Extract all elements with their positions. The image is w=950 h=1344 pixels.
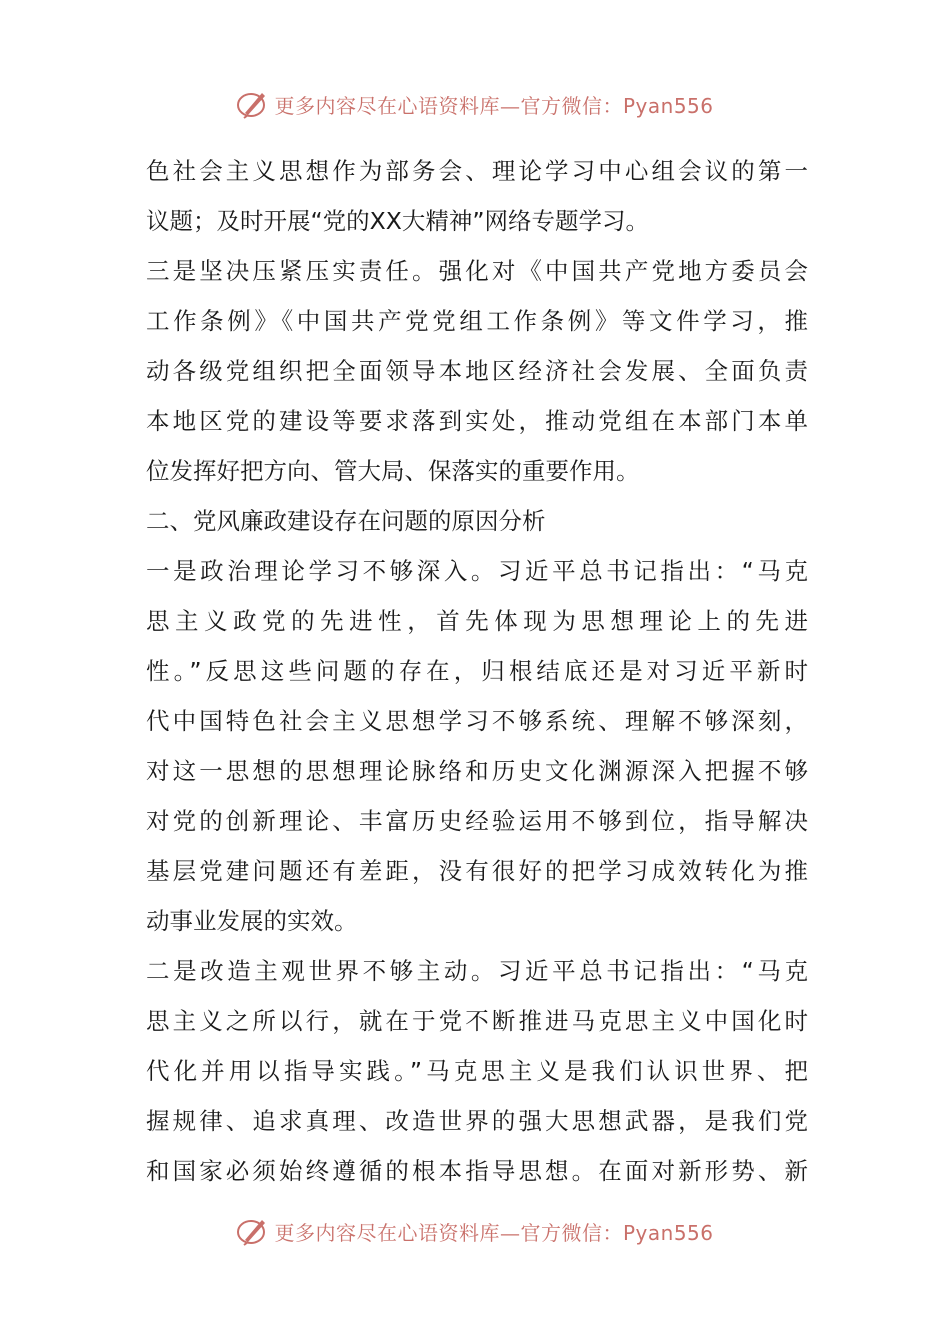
header-banner-cn: 更多内容尽在心语资料库—官方微信： (274, 93, 623, 118)
section-heading: 二、党风廉政建设存在问题的原因分析 (146, 507, 546, 535)
body-line: 握规律、追求真理、改造世界的强大思想武器，是我们党 (146, 1107, 808, 1135)
body-line: 代中国特色社会主义思想学习不够系统、理解不够深刻， (146, 707, 808, 735)
body-line: 性。”反思这些问题的存在，归根结底还是对习近平新时 (146, 657, 808, 685)
body-line: 动事业发展的实效。 (146, 907, 358, 935)
body-line: 和国家必须始终遵循的根本指导思想。在面对新形势、新 (146, 1157, 808, 1185)
body-line: 对这一思想的思想理论脉络和历史文化渊源深入把握不够 (146, 757, 808, 785)
body-line: 对党的创新理论、丰富历史经验运用不够到位，指导解决 (146, 807, 808, 835)
document-body (146, 146, 808, 1196)
header-banner (0, 84, 950, 124)
header-banner-wechat-id: Pyan556 (622, 93, 714, 118)
body-line: 思主义之所以行，就在于党不断推进马克思主义中国化时 (146, 1007, 808, 1035)
body-line: 基层党建问题还有差距，没有很好的把学习成效转化为推 (146, 857, 808, 885)
footer-banner-text (274, 1217, 713, 1246)
footer-banner-wechat-id: Pyan556 (622, 1220, 714, 1245)
body-line: 三是坚决压紧压实责任。强化对《中国共产党地方委员会 (146, 257, 808, 285)
header-banner-text (274, 90, 713, 119)
body-line: 位发挥好把方向、管大局、保落实的重要作用。 (146, 457, 640, 485)
body-line: 议题；及时开展“党的XX大精神”网络专题学习。 (146, 207, 650, 235)
body-line: 色社会主义思想作为部务会、理论学习中心组会议的第一 (146, 157, 808, 185)
footer-banner (0, 1211, 950, 1251)
quill-pen-logo-icon (236, 87, 270, 121)
body-line: 工作条例》《中国共产党党组工作条例》等文件学习，推 (146, 307, 808, 335)
body-line: 代化并用以指导实践。”马克思主义是我们认识世界、把 (146, 1057, 808, 1085)
body-line: 本地区党的建设等要求落到实处，推动党组在本部门本单 (146, 407, 808, 435)
body-line: 动各级党组织把全面领导本地区经济社会发展、全面负责 (146, 357, 808, 385)
quill-pen-logo-icon (236, 1214, 270, 1248)
body-line: 一是政治理论学习不够深入。习近平总书记指出：“马克 (146, 557, 808, 585)
body-line: 二是改造主观世界不够主动。习近平总书记指出：“马克 (146, 957, 808, 985)
footer-banner-cn: 更多内容尽在心语资料库—官方微信： (274, 1220, 623, 1245)
body-line: 思主义政党的先进性，首先体现为思想理论上的先进 (146, 607, 808, 635)
